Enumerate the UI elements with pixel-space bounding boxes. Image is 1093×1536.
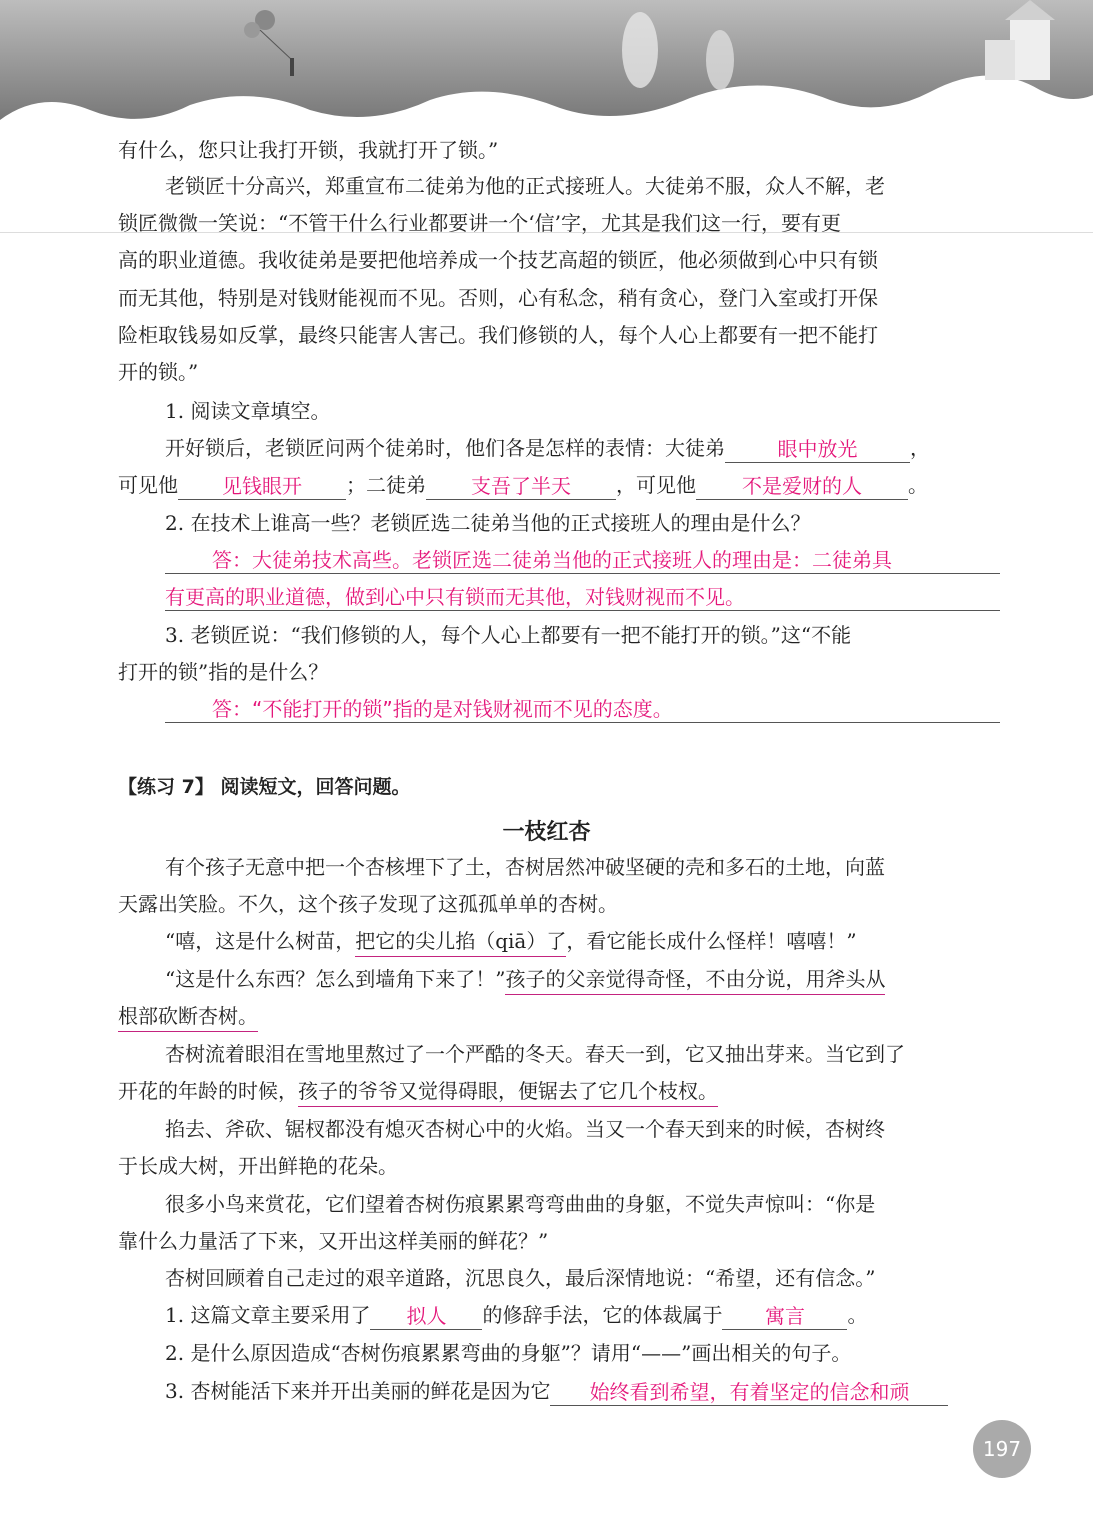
question-1-label: 1. 阅读文章填空。 — [165, 399, 331, 423]
exercise-question-3 — [165, 1376, 948, 1406]
underlined-sentence: 根部砍断杏树。 — [118, 1004, 258, 1032]
story-line: 锁匠微微一笑说：“不管干什么行业都要讲一个‘信’字，尤其是我们这一行，要有更 — [118, 211, 841, 235]
answer-blank[interactable]: 拟人 — [370, 1301, 482, 1330]
story-line — [165, 926, 857, 956]
q1-text: ；二徒弟 — [346, 473, 426, 497]
q-text: 1. 这篇文章主要采用了 — [165, 1303, 371, 1327]
exercise-question-2: 2. 是什么原因造成“杏树伤痕累累弯曲的身躯”？请用“——”画出相关的句子。 — [165, 1341, 852, 1365]
story-line: 掐去、斧砍、锯杈都没有熄灭杏树心中的火焰。当又一个春天到来的时候，杏树终 — [165, 1117, 885, 1141]
story-line: 有什么，您只让我打开锁，我就打开了锁。” — [118, 138, 499, 162]
story-line: 险柜取钱易如反掌，最终只能害人害己。我们修锁的人，每个人心上都要有一把不能打 — [118, 323, 878, 347]
answer-blank[interactable]: 始终看到希望，有着坚定的信念和顽 — [550, 1377, 948, 1406]
question-1-line-1 — [165, 433, 930, 463]
story-line: 高的职业道德。我收徒弟是要把他培养成一个技艺高超的锁匠，他必须做到心中只有锁 — [118, 248, 878, 272]
answer-text[interactable]: 答：“不能打开的锁”指的是对钱财视而不见的态度。 — [212, 697, 673, 721]
story-line: 很多小鸟来赏花，它们望着杏树伤痕累累弯弯曲曲的身躯，不觉失声惊叫：“你是 — [165, 1192, 876, 1216]
answer-rule — [165, 573, 1000, 574]
underlined-sentence: 孩子的爷爷又觉得碍眼，便锯去了它几个枝杈。 — [298, 1079, 718, 1107]
story-line: 天露出笑脸。不久，这个孩子发现了这孤孤单单的杏树。 — [118, 892, 618, 916]
exercise-question-1 — [165, 1300, 867, 1330]
story-title: 一枝红杏 — [502, 820, 591, 845]
q1-text: 可见他 — [118, 473, 178, 497]
story-text: “嘻，这是什么树苗， — [165, 929, 356, 953]
answer-blank[interactable]: 支吾了半天 — [426, 471, 616, 500]
story-line — [118, 1001, 258, 1031]
story-line: 开的锁。” — [118, 360, 199, 384]
q1-text: 。 — [908, 473, 928, 497]
q-text: 的修辞手法，它的体裁属于 — [482, 1303, 723, 1327]
q1-text: 开好锁后，老锁匠问两个徒弟时，他们各是怎样的表情：大徒弟 — [165, 436, 725, 460]
answer-text[interactable]: 答：大徒弟技术高些。老锁匠选二徒弟当他的正式接班人的理由是：二徒弟具 — [212, 548, 892, 572]
story-line: 有个孩子无意中把一个杏核埋下了土，杏树居然冲破坚硬的壳和多石的土地，向蓝 — [165, 855, 885, 879]
story-line: 杏树流着眼泪在雪地里熬过了一个严酷的冬天。春天一到，它又抽出芽来。当它到了 — [165, 1042, 905, 1066]
q-text: 3. 杏树能活下来并开出美丽的鲜花是因为它 — [165, 1379, 551, 1403]
story-text: 开花的年龄的时候， — [118, 1079, 298, 1103]
story-line — [165, 964, 885, 994]
story-line: 于长成大树，开出鲜艳的花朵。 — [118, 1154, 398, 1178]
story-text: ，看它能长成什么怪样！嘻嘻！” — [566, 929, 857, 953]
story-line: 靠什么力量活了下来，又开出这样美丽的鲜花？” — [118, 1229, 549, 1253]
story-line — [118, 1076, 718, 1106]
story-text: “这是什么东西？怎么到墙角下来了！” — [165, 967, 506, 991]
story-line: 杏树回顾着自己走过的艰辛道路，沉思良久，最后深情地说：“希望，还有信念。” — [165, 1266, 876, 1290]
answer-blank[interactable]: 寓言 — [722, 1301, 847, 1330]
q1-text: ，可见他 — [616, 473, 696, 497]
underlined-sentence: 把它的尖儿掐（qiā）了 — [355, 929, 566, 957]
story-line: 老锁匠十分高兴，郑重宣布二徒弟为他的正式接班人。大徒弟不服，众人不解，老 — [165, 174, 885, 198]
q1-text: ， — [910, 436, 930, 460]
answer-blank[interactable]: 不是爱财的人 — [696, 471, 908, 500]
page-number: 197 — [973, 1420, 1031, 1478]
question-3-label: 3. 老锁匠说：“我们修锁的人，每个人心上都要有一把不能打开的锁。”这“不能 — [165, 623, 852, 647]
answer-rule — [165, 610, 1000, 611]
question-2-label: 2. 在技术上谁高一些？老锁匠选二徒弟当他的正式接班人的理由是什么？ — [165, 511, 811, 535]
question-1-line-2 — [118, 470, 928, 500]
exercise-header: 【练习 7】 阅读短文，回答问题。 — [118, 776, 411, 798]
answer-blank[interactable]: 见钱眼开 — [178, 471, 346, 500]
underlined-sentence: 孩子的父亲觉得奇怪，不由分说，用斧头从 — [505, 967, 885, 995]
answer-blank[interactable]: 眼中放光 — [725, 434, 910, 463]
story-line: 而无其他，特别是对钱财能视而不见。否则，心有私念，稍有贪心，登门入室或打开保 — [118, 286, 878, 310]
answer-text[interactable]: 有更高的职业道德，做到心中只有锁而无其他，对钱财视而不见。 — [165, 585, 745, 609]
answer-rule — [165, 722, 1000, 723]
q-text: 。 — [847, 1303, 868, 1327]
header-illustration — [0, 0, 1093, 140]
question-3-label: 打开的锁”指的是什么？ — [118, 660, 329, 684]
